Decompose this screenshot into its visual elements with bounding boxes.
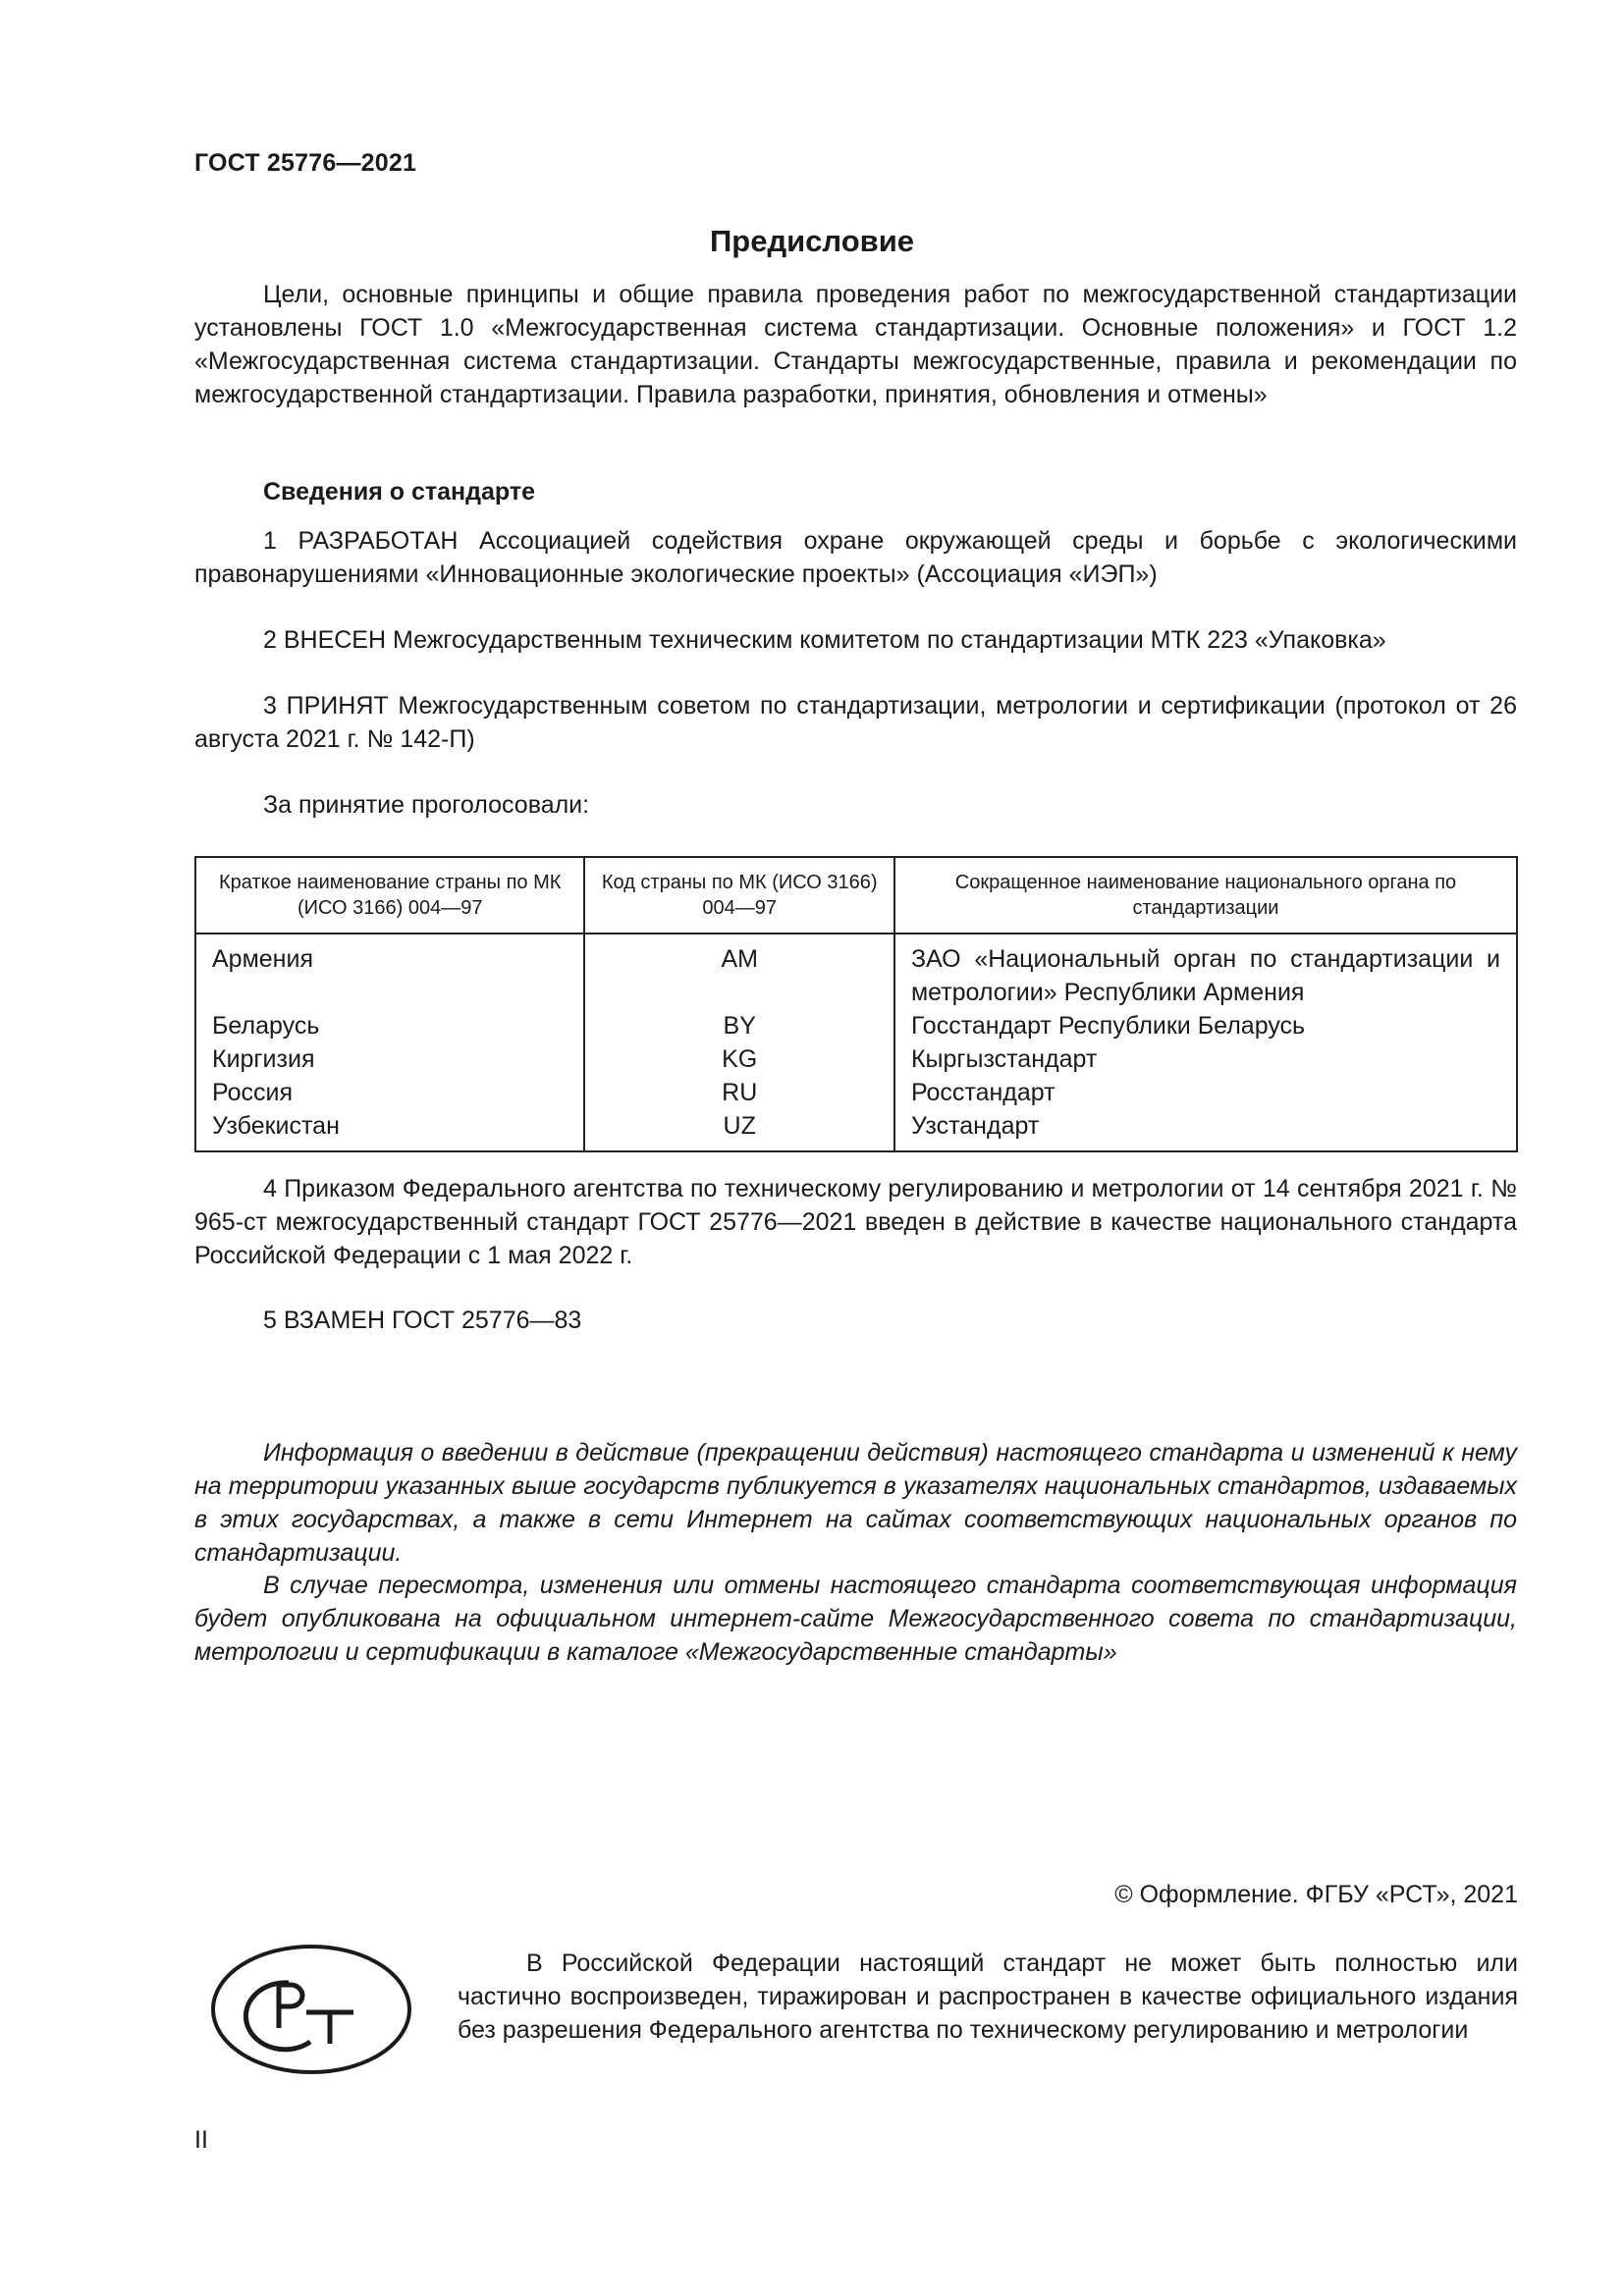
table-row [195,1076,1517,1109]
table-row [195,1109,1517,1151]
item-4-paragraph: 4 Приказом Федерального агентства по техническому регулированию и метрологии от 14 сентября 2021 г. № 965-ст межгосударственный стандарт ГОСТ 25776—2021 введен в действие в качестве национального стандарта Российской Федерации с 1 мая 2022 г. [194,1175,1517,1269]
voting-table [194,856,1518,1152]
cell-org: Кыргызстандарт [894,1042,1517,1076]
cell-code: RU [584,1076,893,1109]
table-row [195,934,1517,1009]
cell-org: Росстандарт [894,1076,1517,1109]
cell-org: ЗАО «Национальный орган по стандартизации и метрологии» Республики Армения [894,934,1517,1009]
item-3-paragraph: 3 ПРИНЯТ Межгосударственным советом по стандартизации, метрологии и сертификации (протокол от 26 августа 2021 г. № 142-П) [194,692,1517,753]
page-title: Предисловие [709,224,914,258]
note-2-paragraph: В случае пересмотра, изменения или отмены настоящего стандарта соответствующая информация будет опубликована на официальном интернет-сайте Межгосударственного совета по стандартизации, метрологии и сертификации в каталоге «Межгосударственные стандарты» [194,1572,1517,1666]
vote-label: За принятие проголосовали: [263,791,590,819]
cell-code: UZ [584,1109,893,1151]
intro-paragraph: Цели, основные принципы и общие правила проведения работ по межгосударственной стандартизации установлены ГОСТ 1.0 «Межгосударственная система стандартизации. Основные положения» и ГОСТ 1.2 «Межгосударственная система стандартизации. Стандарты межгосударственные, правила и рекомендации по межгосударственной стандартизации. Правила разработки, принятия, обновления и отмены» [194,281,1517,408]
cell-code: KG [584,1042,893,1076]
cell-country: Узбекистан [195,1109,584,1151]
document-id: ГОСТ 25776—2021 [194,149,417,177]
header-country: Краткое наименование страны по МК (ИСО 3166) 004—97 [195,857,584,934]
copyright-line: © Оформление. ФГБУ «РСТ», 2021 [1114,1881,1518,1908]
cell-org: Узстандарт [894,1109,1517,1151]
cell-code: BY [584,1009,893,1042]
item-2-paragraph: 2 ВНЕСЕН Межгосударственным техническим комитетом по стандартизации МТК 223 «Упаковка» [263,626,1386,654]
rights-notice: В Российской Федерации настоящий стандарт не может быть полностью или частично воспроизведен, тиражирован и распространен в качестве официального издания без разрешения Федерального агентства по техническому регулированию и метрологии [458,1949,1518,2044]
cell-org: Госстандарт Республики Беларусь [894,1009,1517,1042]
cell-country: Армения [195,934,584,1009]
note-1-paragraph: Информация о введении в действие (прекращении действия) настоящего стандарта и изменений к нему на территории указанных выше государств публикуется в указателях национальных стандартов, издаваемых в этих государствах, а также в сети Интернет на сайтах соответствующих национальных органов по стандартизации. [194,1439,1517,1567]
table-header-row [195,857,1517,934]
item-1-paragraph: 1 РАЗРАБОТАН Ассоциацией содействия охране окружающей среды и борьбе с экологическими правонарушениями «Инновационные экологические проекты» (Ассоциация «ИЭП») [194,527,1517,588]
cell-country: Беларусь [195,1009,584,1042]
cell-country: Россия [195,1076,584,1109]
cell-country: Киргизия [195,1042,584,1076]
section-heading: Сведения о стандарте [263,478,536,506]
table-row [195,1042,1517,1076]
item-5-paragraph: 5 ВЗАМЕН ГОСТ 25776—83 [263,1307,582,1334]
rst-logo-icon [208,1942,414,2077]
header-org: Сокращенное наименование национального органа по стандартизации [894,857,1517,934]
header-code: Код страны по МК (ИСО 3166) 004—97 [584,857,893,934]
page-number: II [194,2126,208,2154]
cell-code: AM [584,934,893,1009]
table-row [195,1009,1517,1042]
